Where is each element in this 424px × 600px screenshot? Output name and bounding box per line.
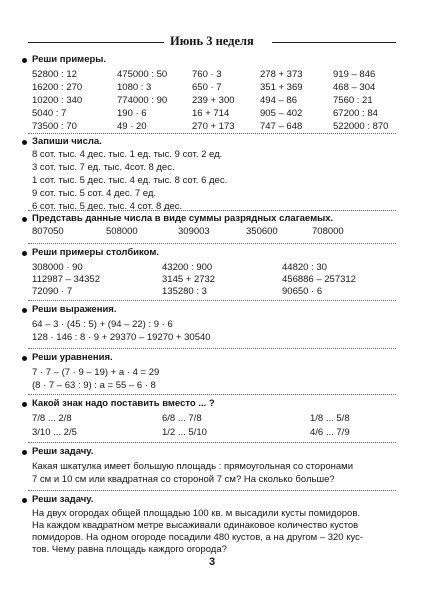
header-rule-right xyxy=(272,42,396,43)
section-title: Реши задачу. xyxy=(32,446,94,457)
section-column-examples xyxy=(20,247,404,302)
example-item: 475000 : 50 xyxy=(117,69,168,80)
equation-line: 7 · 7 – (7 · 9 – 19) + а · 4 = 29 xyxy=(32,367,160,378)
section-title: Представь данные числа в виде суммы разрядных слагаемых. xyxy=(32,213,334,224)
equation-line: (8 · 7 – 63 : 9) : а = 55 – 6 · 8 xyxy=(32,380,156,391)
bullet-icon xyxy=(22,308,27,313)
example-item: 72090 · 7 xyxy=(32,286,73,297)
number-line: 8 сот. тыс. 4 дес. тыс. 1 ед. тыс. 9 сот. 2 ед. xyxy=(32,149,223,160)
section-divider xyxy=(28,243,396,244)
example-item: 10200 : 340 xyxy=(32,95,83,106)
example-item: 43200 : 900 xyxy=(162,262,213,273)
example-item: 16200 : 270 xyxy=(32,82,83,93)
section-title: Какой знак надо поставить вместо ... ? xyxy=(32,398,215,409)
number-item: 309003 xyxy=(178,226,210,237)
example-item: 5040 : 7 xyxy=(32,108,67,119)
number-item: 350600 xyxy=(246,226,278,237)
example-item: 112987 – 34352 xyxy=(32,274,100,285)
example-item: 44820 : 30 xyxy=(282,262,327,273)
section-problem-garden xyxy=(20,494,404,556)
page-header xyxy=(28,35,396,49)
page-number: 3 xyxy=(208,556,216,568)
example-item: 16 + 714 xyxy=(192,108,230,119)
section-heading xyxy=(20,54,404,66)
section-divider xyxy=(28,300,396,301)
section-divider xyxy=(28,210,396,211)
fraction-item: 3/10 ... 2/5 xyxy=(32,427,77,438)
bullet-icon xyxy=(22,251,27,256)
section-heading xyxy=(20,398,404,410)
section-divider xyxy=(28,394,396,395)
bullet-icon xyxy=(22,140,27,145)
number-line: 1 сот. тыс. 5 дес. тыс. 4 ед. тыс. 8 сот. 6 дес. xyxy=(32,175,228,186)
section-heading xyxy=(20,446,404,458)
section-expressions xyxy=(20,304,404,344)
example-item: 1080 : 3 xyxy=(117,82,152,93)
example-item: 270 + 173 xyxy=(192,121,235,132)
problem-text: Какая шкатулка имеет большую площадь : прямоугольная со сторонами xyxy=(32,461,354,472)
section-title: Реши выражения. xyxy=(32,304,117,315)
fraction-item: 4/6 ... 7/9 xyxy=(310,427,350,438)
section-heading xyxy=(20,352,404,364)
example-item: 308000 · 90 xyxy=(32,262,83,273)
section-heading xyxy=(20,247,404,259)
example-item: 494 – 86 xyxy=(260,95,297,106)
examples-grid xyxy=(20,69,404,135)
example-item: 52800 : 12 xyxy=(32,69,77,80)
section-equations xyxy=(20,352,404,392)
bullet-icon xyxy=(22,356,27,361)
section-problem-box xyxy=(20,446,404,486)
fractions-grid xyxy=(20,413,404,441)
problem-text: На двух огородах общей площадью 100 кв. м высадили кусты помидоров. xyxy=(32,508,361,519)
section-heading xyxy=(20,213,404,225)
example-item: 760 · 3 xyxy=(192,69,222,80)
expression-line: 64 – 3 · (45 : 5) + (94 – 22) : 9 · 6 xyxy=(32,319,173,330)
example-item: 73500 : 70 xyxy=(32,121,77,132)
example-item: 90650 · 6 xyxy=(282,286,323,297)
example-item: 522000 : 870 xyxy=(333,121,389,132)
section-heading xyxy=(20,304,404,316)
problem-text: тов. Чему равна площадь каждого огорода? xyxy=(32,544,227,555)
section-title: Реши примеры столбиком. xyxy=(32,247,159,258)
example-item: 351 + 369 xyxy=(260,82,303,93)
number-item: 508000 xyxy=(106,226,138,237)
section-title: Реши примеры. xyxy=(32,54,107,65)
bullet-icon xyxy=(22,402,27,407)
section-compare-fractions xyxy=(20,398,404,441)
bullet-icon xyxy=(22,450,27,455)
section-divider xyxy=(28,490,396,491)
section-write-numbers xyxy=(20,136,404,213)
example-item: 919 – 846 xyxy=(333,69,376,80)
section-title: Реши уравнения. xyxy=(32,352,113,363)
expression-line: 128 · 146 : 8 · 9 + 29370 – 19270 + 30540 xyxy=(32,332,211,343)
number-line: 6 сот. тыс. 5 дес. тыс. 4 сот. 8 дес. xyxy=(32,201,183,212)
section-heading xyxy=(20,494,404,506)
example-item: 239 + 300 xyxy=(192,95,235,106)
example-item: 774000 : 90 xyxy=(117,95,168,106)
example-item: 7560 : 21 xyxy=(333,95,373,106)
section-title: Реши задачу. xyxy=(32,494,94,505)
bullet-icon xyxy=(22,58,27,63)
section-divider xyxy=(28,133,396,134)
bullet-icon xyxy=(22,217,27,222)
fraction-item: 7/8 ... 2/8 xyxy=(32,413,72,424)
example-item: 3145 + 2732 xyxy=(162,274,216,285)
number-item: 807050 xyxy=(32,226,64,237)
number-item: 708000 xyxy=(312,226,344,237)
example-item: 468 – 304 xyxy=(333,82,376,93)
problem-text: помидоров. На одном огороде посадили 480 кустов, а на другом – 320 кус- xyxy=(32,532,364,543)
fraction-item: 1/8 ... 5/8 xyxy=(310,413,350,424)
header-rule-left xyxy=(28,42,164,43)
example-item: 747 – 648 xyxy=(260,121,303,132)
example-item: 190 · 6 xyxy=(117,108,147,119)
fraction-item: 1/2 ... 5/10 xyxy=(162,427,207,438)
section-title: Запиши числа. xyxy=(32,136,102,147)
example-item: 905 – 402 xyxy=(260,108,303,119)
example-item: 650 · 7 xyxy=(192,82,222,93)
section-examples xyxy=(20,54,404,135)
problem-text: На каждом квадратном метре высаживали одинаковое количество кустов xyxy=(32,520,359,531)
example-item: 278 + 373 xyxy=(260,69,303,80)
number-line: 9 сот. тыс. 5 сот. 4 дес. 7 ед. xyxy=(32,188,157,199)
column-examples-grid xyxy=(20,262,404,302)
example-item: 456886 – 257312 xyxy=(282,274,356,285)
fraction-item: 6/8 ... 7/8 xyxy=(162,413,202,424)
problem-text: 7 см и 10 см или квадратная со стороной 7 см? На сколько больше? xyxy=(32,474,335,485)
section-heading xyxy=(20,136,404,148)
example-item: 67200 : 84 xyxy=(333,108,378,119)
page-title: Июнь 3 неделя xyxy=(170,34,254,48)
section-divider xyxy=(28,348,396,349)
number-line: 3 сот. тыс. 7 ед. тыс. 4сот. 8 дес. xyxy=(32,162,175,173)
section-divider xyxy=(28,442,396,443)
numbers-row xyxy=(20,226,404,240)
section-place-value-sum xyxy=(20,213,404,240)
example-item: 49 · 20 xyxy=(117,121,147,132)
bullet-icon xyxy=(22,498,27,503)
example-item: 135280 : 3 xyxy=(162,286,207,297)
